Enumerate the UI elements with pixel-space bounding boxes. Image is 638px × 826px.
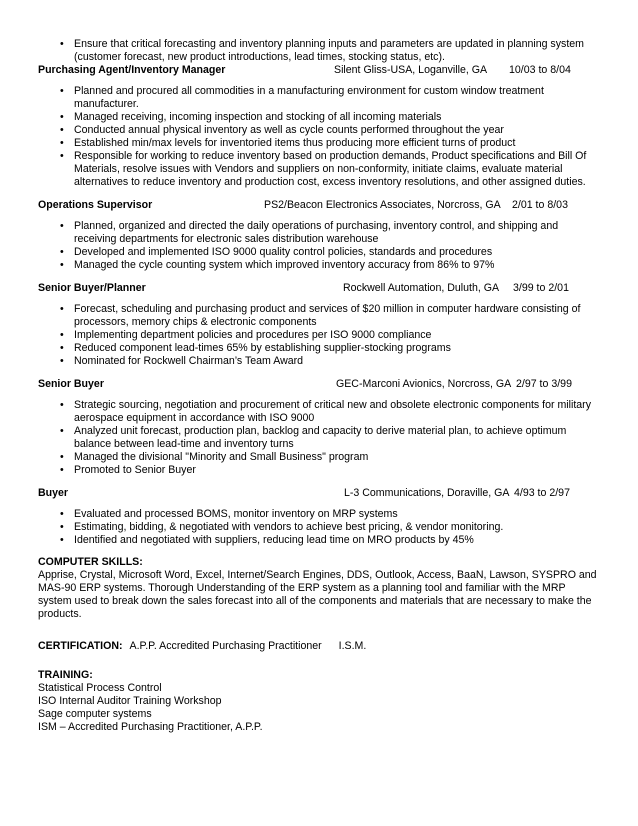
- list-item: • Developed and implemented ISO 9000 quality control policies, standards and procedures: [38, 246, 600, 259]
- job-title: Senior Buyer/Planner: [38, 282, 146, 294]
- certification-org: I.S.M.: [338, 640, 367, 652]
- training-item: ISO Internal Auditor Training Workshop: [38, 695, 222, 707]
- job-title: Buyer: [38, 487, 69, 499]
- top-bullet-list: [38, 38, 600, 64]
- job-bullet-list: [38, 399, 600, 477]
- list-item: • Implementing department policies and procedures per ISO 9000 compliance: [38, 329, 600, 342]
- list-item: • Ensure that critical forecasting and inventory planning inputs and parameters are updated in planning system (customer forecast, new product introductions, lead times, stocking status, etc).: [38, 38, 600, 64]
- job-header: [38, 282, 600, 295]
- list-item: • Managed the cycle counting system which improved inventory accuracy from 86% to 97%: [38, 259, 600, 272]
- training-item: ISM – Accredited Purchasing Practitioner, A.P.P.: [38, 721, 263, 733]
- computer-skills-text: Apprise, Crystal, Microsoft Word, Excel, Internet/Search Engines, DDS, Outlook, Access, BaaN, Lawson, SYSPRO and MAS-90 ERP systems. Thorough Understanding of the ERP system as a planning tool and familiar with the MRP system used to break down the sales forecast into all of the components and materials that are necessary to make the products.: [38, 569, 597, 620]
- list-item: • Evaluated and processed BOMS, monitor inventory on MRP systems: [38, 508, 600, 521]
- computer-skills-heading: COMPUTER SKILLS:: [38, 556, 143, 568]
- list-item: • Responsible for working to reduce inventory based on production demands, Product specifications and Bill Of Materials, resolve issues with Vendors and suppliers on non-conformity, initiate claims, evaluate material alternatives to reduce inventory and production cost, excess inventory resolutions, and other assigned duties.: [38, 150, 600, 189]
- job-header: [38, 64, 600, 77]
- list-item: • Planned and procured all commodities in a manufacturing environment for custom window treatment manufacturer.: [38, 85, 600, 111]
- list-item: • Reduced component lead-times 65% by establishing supplier-stocking programs: [38, 342, 600, 355]
- list-item: • Conducted annual physical inventory as well as cycle counts performed throughout the year: [38, 124, 600, 137]
- job-dates: 2/97 to 3/99: [516, 378, 572, 390]
- job-bullet-list: [38, 508, 600, 547]
- certification-text: A.P.P. Accredited Purchasing Practitioner: [129, 640, 322, 652]
- job-company: Silent Gliss-USA, Loganville, GA: [334, 64, 488, 76]
- job-dates: 10/03 to 8/04: [509, 64, 571, 76]
- job-company: PS2/Beacon Electronics Associates, Norcross, GA: [264, 199, 501, 211]
- list-item: • Nominated for Rockwell Chairman’s Team Award: [38, 355, 600, 368]
- list-item: • Forecast, scheduling and purchasing product and services of $20 million in computer hardware consisting of processors, memory chips & electronic components: [38, 303, 600, 329]
- list-item: • Managed receiving, incoming inspection and stocking of all incoming materials: [38, 111, 600, 124]
- list-item: • Estimating, bidding, & negotiated with vendors to achieve best pricing, & vendor monitoring.: [38, 521, 600, 534]
- job-header: [38, 199, 600, 212]
- training-item: Statistical Process Control: [38, 682, 162, 694]
- job-title: Purchasing Agent/Inventory Manager: [38, 64, 226, 76]
- resume-page: [38, 38, 600, 734]
- certification-line: [38, 640, 600, 653]
- job-dates: 2/01 to 8/03: [512, 199, 568, 211]
- job-dates: 3/99 to 2/01: [513, 282, 569, 294]
- list-item: • Analyzed unit forecast, production plan, backlog and capacity to derive material plan, to achieve optimum balance between lead-time and inventory turns: [38, 425, 600, 451]
- job-header: [38, 378, 600, 391]
- job-header: [38, 487, 600, 500]
- list-item: • Planned, organized and directed the daily operations of purchasing, inventory control, and shipping and receiving departments for electronic sales distribution warehouse: [38, 220, 600, 246]
- list-item: • Strategic sourcing, negotiation and procurement of critical new and obsolete electronic components for military aerospace equipment in accordance with ISO 9000: [38, 399, 600, 425]
- job-company: Rockwell Automation, Duluth, GA: [343, 282, 500, 294]
- training-heading: TRAINING:: [38, 669, 93, 681]
- certification-heading: CERTIFICATION:: [38, 640, 123, 652]
- job-title: Senior Buyer: [38, 378, 104, 390]
- job-bullet-list: [38, 85, 600, 189]
- job-title: Operations Supervisor: [38, 199, 153, 211]
- list-item: • Established min/max levels for inventoried items thus producing more efficient turns of product: [38, 137, 600, 150]
- training-item: Sage computer systems: [38, 708, 152, 720]
- list-item: • Identified and negotiated with suppliers, reducing lead time on MRO products by 45%: [38, 534, 600, 547]
- job-dates: 4/93 to 2/97: [514, 487, 570, 499]
- job-bullet-list: [38, 303, 600, 368]
- job-bullet-list: [38, 220, 600, 272]
- list-item: • Managed the divisional "Minority and Small Business" program: [38, 451, 600, 464]
- job-company: GEC-Marconi Avionics, Norcross, GA: [336, 378, 512, 390]
- job-company: L-3 Communications, Doraville, GA: [344, 487, 510, 499]
- list-item: • Promoted to Senior Buyer: [38, 464, 600, 477]
